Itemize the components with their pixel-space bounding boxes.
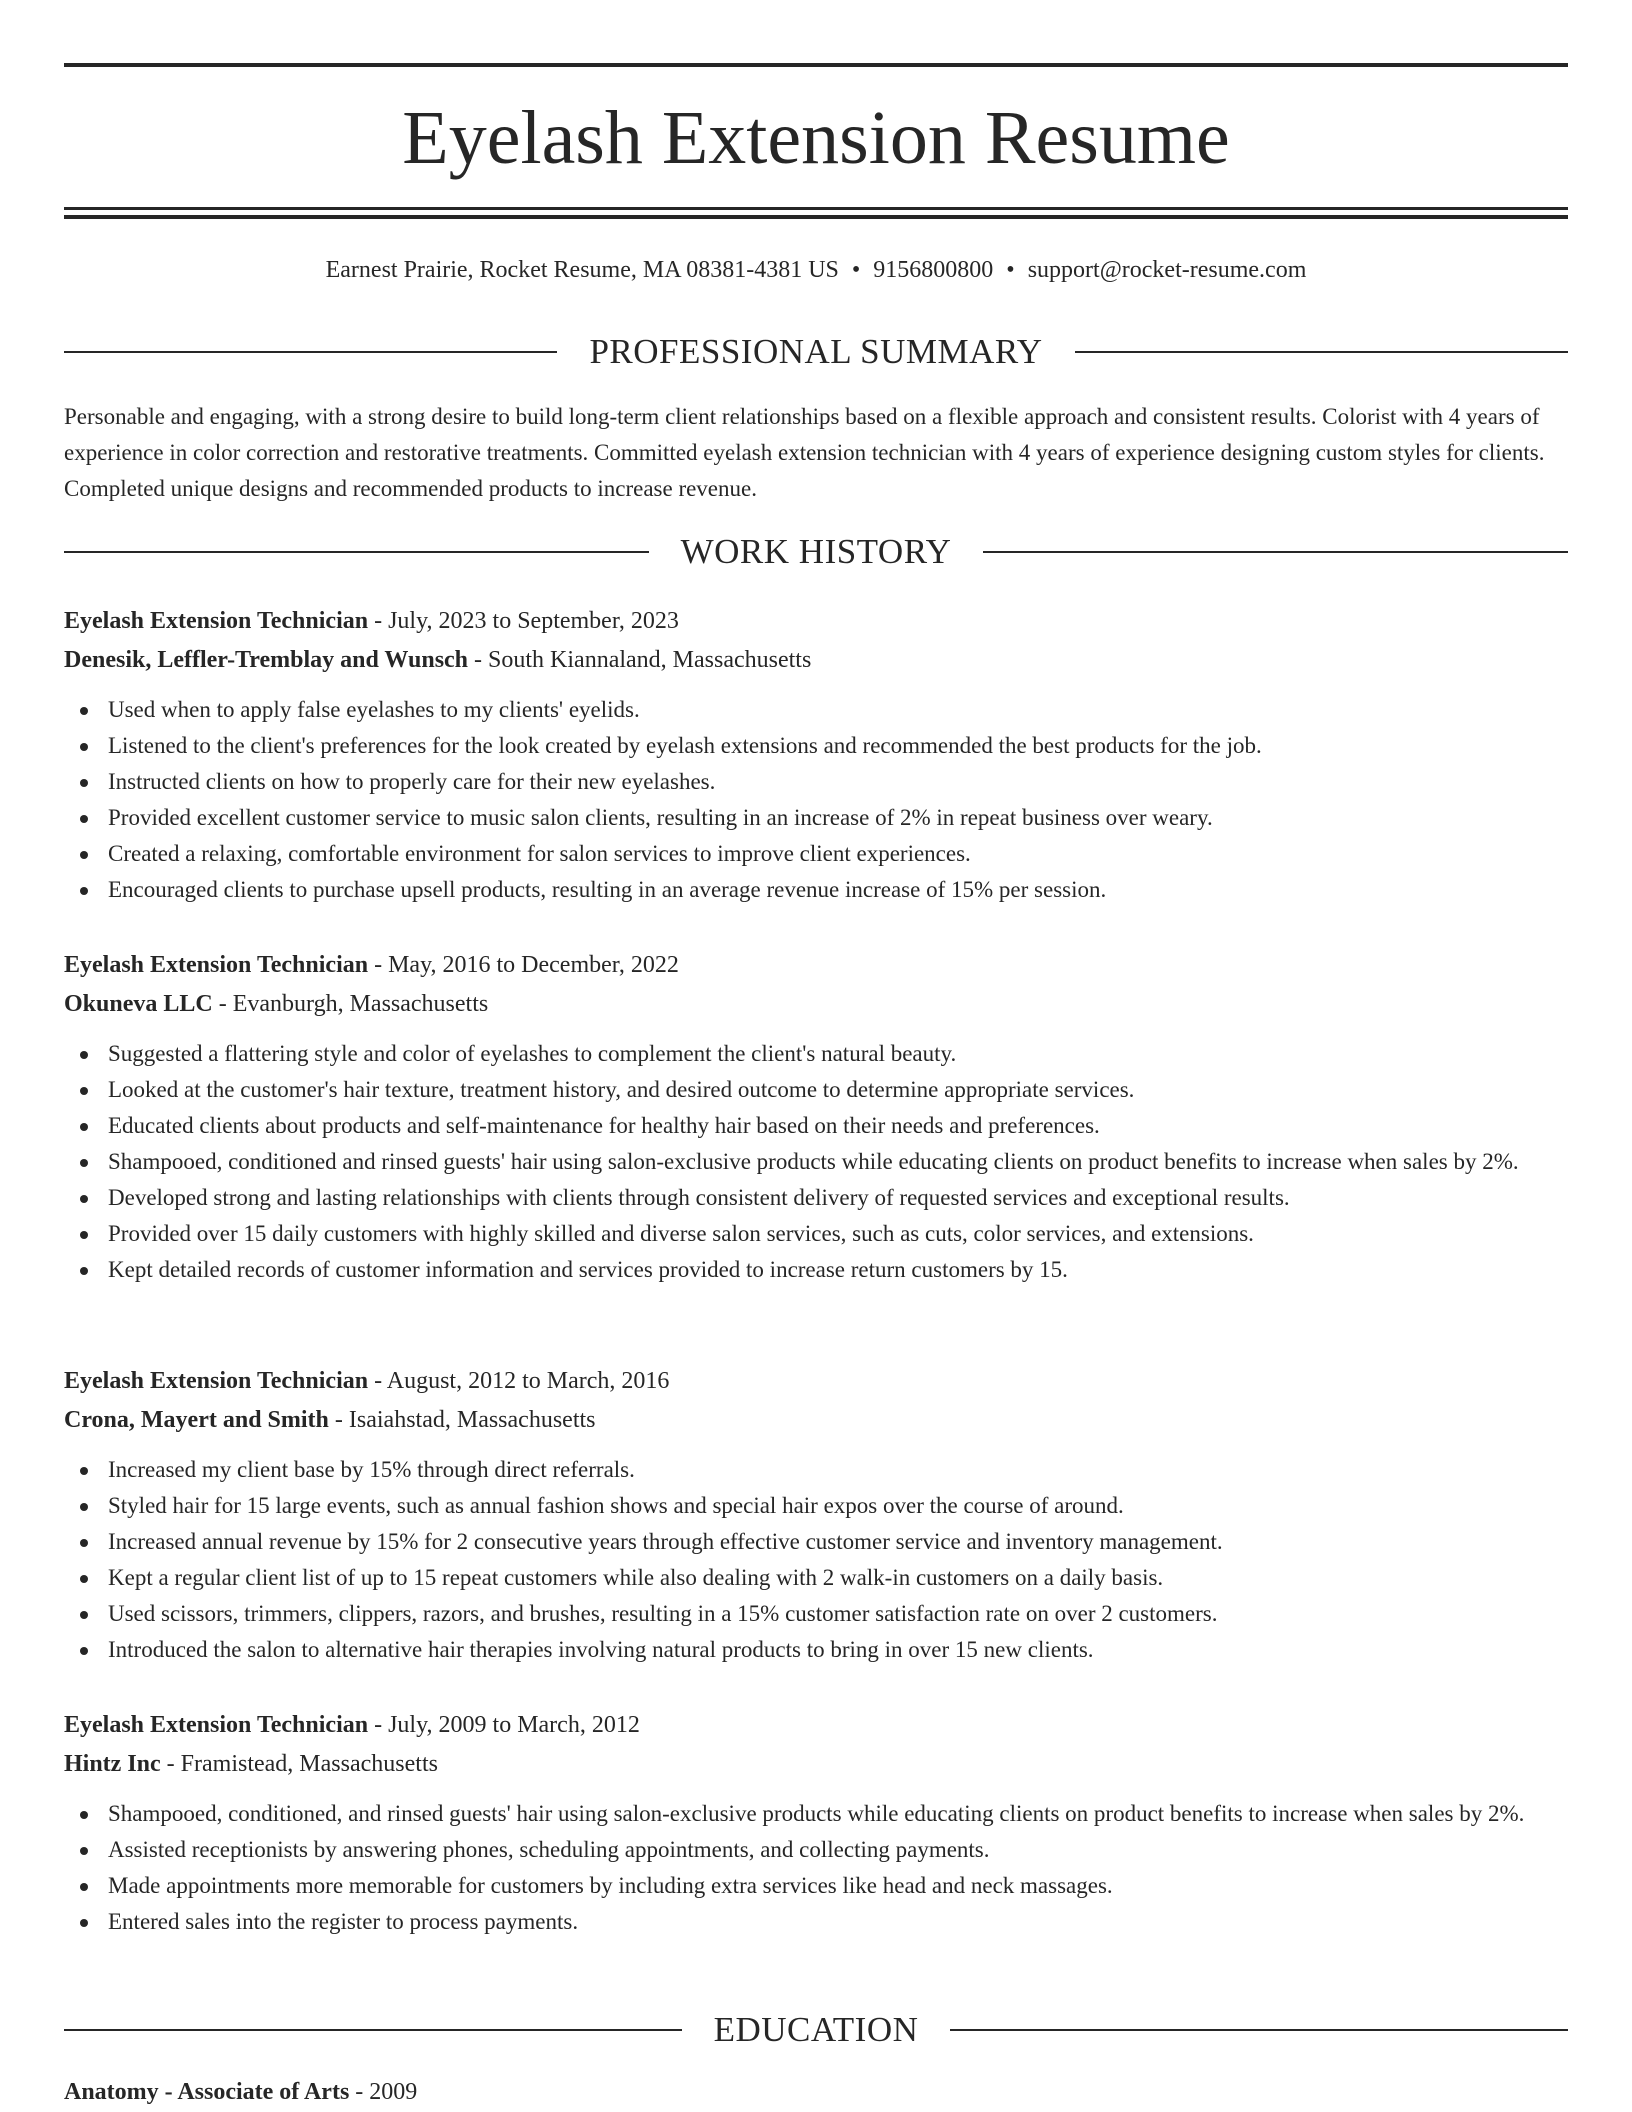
heading-rule [64,351,557,353]
job-dates: - July, 2009 to March, 2012 [368,1712,640,1738]
section-heading-education [64,2008,1568,2052]
job-title-line [64,602,1568,641]
job-bullets [64,1452,1568,1668]
job-dates: - May, 2016 to December, 2022 [368,952,679,978]
bullet-item: Increased annual revenue by 15% for 2 consecutive years through effective customer service and inventory management. [64,1524,1568,1560]
job-company: Crona, Mayert and Smith [64,1407,329,1433]
contact-address: Earnest Prairie, Rocket Resume, MA 08381-4381 US [325,257,839,283]
job-company: Okuneva LLC [64,991,213,1017]
bullet-item: Developed strong and lasting relationships with clients through consistent delivery of requested services and exceptional results. [64,1180,1568,1216]
job-title-line [64,946,1568,985]
job-location: - Isaiahstad, Massachusetts [328,1407,596,1433]
bullet-item: Looked at the customer's hair texture, treatment history, and desired outcome to determine appropriate services. [64,1072,1568,1108]
job-title: Eyelash Extension Technician [64,608,369,634]
job-bullets [64,1036,1568,1288]
job-dates: - July, 2023 to September, 2023 [368,608,679,634]
resume-title: Eyelash Extension Resume [402,96,1230,180]
section-heading-summary [64,330,1568,374]
bullet-item: Entered sales into the register to process payments. [64,1904,1568,1940]
contact-separator: • [851,257,861,283]
section-heading-work [64,530,1568,574]
job-title: Eyelash Extension Technician [64,952,369,978]
bullet-item: Kept detailed records of customer information and services provided to increase return customers by 15. [64,1252,1568,1288]
job-title-line [64,1706,1568,1745]
bullet-item: Kept a regular client list of up to 15 repeat customers while also dealing with 2 walk-in customers on a daily basis. [64,1560,1568,1596]
contact-separator: • [1006,257,1015,283]
title-rule-lower [64,215,1568,219]
job-company: Denesik, Leffler-Tremblay and Wunsch [64,647,469,673]
education-year: - 2009 [349,2079,418,2105]
bullet-item: Provided excellent customer service to music salon clients, resulting in an increase of 2% in repeat business over weary. [64,800,1568,836]
section-title: PROFESSIONAL SUMMARY [589,332,1043,371]
job-entry [64,946,1568,1288]
job-company-line [64,985,1568,1024]
job-bullets [64,692,1568,908]
job-bullets [64,1796,1568,1940]
bullet-item: Increased my client base by 15% through direct referrals. [64,1452,1568,1488]
job-title: Eyelash Extension Technician [64,1368,369,1394]
heading-rule [950,2029,1568,2031]
job-location: - South Kiannaland, Massachusetts [468,647,812,673]
section-title: WORK HISTORY [680,532,952,571]
job-title: Eyelash Extension Technician [64,1712,369,1738]
bullet-item: Shampooed, conditioned and rinsed guests' hair using salon-exclusive products while educating clients on product benefits to increase when sales by 2%. [64,1144,1568,1180]
job-location: - Framistead, Massachusetts [160,1751,438,1777]
bullet-item: Provided over 15 daily customers with highly skilled and diverse salon services, such as cuts, color services, and extensions. [64,1216,1568,1252]
title-rule-upper [64,207,1568,210]
summary-text: Personable and engaging, with a strong desire to build long-term client relationships based on a flexible approach and consistent results. Colorist with 4 years of experience in color correction and restorative treatments. Committed eyelash extension technician with 4 years of experience designing custom styles for clients. Completed unique designs and recommended products to increase revenue. [64,404,1545,501]
bullet-item: Educated clients about products and self-maintenance for healthy hair based on their needs and preferences. [64,1108,1568,1144]
job-entry [64,1706,1568,1940]
heading-rule [983,551,1568,553]
job-location: - Evanburgh, Massachusetts [212,991,489,1017]
bullet-item: Used when to apply false eyelashes to my clients' eyelids. [64,692,1568,728]
contact-email: support@rocket-resume.com [1027,257,1307,283]
bullet-item: Styled hair for 15 large events, such as annual fashion shows and special hair expos over the course of around. [64,1488,1568,1524]
job-entry [64,1362,1568,1668]
bullet-item: Used scissors, trimmers, clippers, razors, and brushes, resulting in a 15% customer satisfaction rate on over 2 customers. [64,1596,1568,1632]
bullet-item: Made appointments more memorable for customers by including extra services like head and neck massages. [64,1868,1568,1904]
bullet-item: Assisted receptionists by answering phones, scheduling appointments, and collecting payments. [64,1832,1568,1868]
job-company: Hintz Inc [64,1751,161,1777]
bullet-item: Suggested a flattering style and color of eyelashes to complement the client's natural beauty. [64,1036,1568,1072]
bullet-item: Instructed clients on how to properly care for their new eyelashes. [64,764,1568,800]
heading-rule [64,2029,682,2031]
job-company-line [64,641,1568,680]
bullet-item: Listened to the client's preferences for the look created by eyelash extensions and recommended the best products for the job. [64,728,1568,764]
job-company-line [64,1745,1568,1784]
job-entry [64,602,1568,908]
job-title-line [64,1362,1568,1401]
job-company-line [64,1401,1568,1440]
contact-phone: 9156800800 [873,257,994,283]
section-title: EDUCATION [713,2010,919,2049]
heading-rule [1075,351,1568,353]
bullet-item: Encouraged clients to purchase upsell products, resulting in an average revenue increase of 15% per session. [64,872,1568,908]
heading-rule [64,551,649,553]
top-rule [64,63,1568,67]
bullet-item: Shampooed, conditioned, and rinsed guests' hair using salon-exclusive products while educating clients on product benefits to increase when sales by 2%. [64,1796,1568,1832]
bullet-item: Introduced the salon to alternative hair therapies involving natural products to bring in over 15 new clients. [64,1632,1568,1668]
contact-line [64,252,1568,288]
bullet-item: Created a relaxing, comfortable environment for salon services to improve client experiences. [64,836,1568,872]
job-dates: - August, 2012 to March, 2016 [368,1368,670,1394]
education-degree: Anatomy - Associate of Arts [64,2079,350,2105]
education-entry [64,2073,1568,2112]
